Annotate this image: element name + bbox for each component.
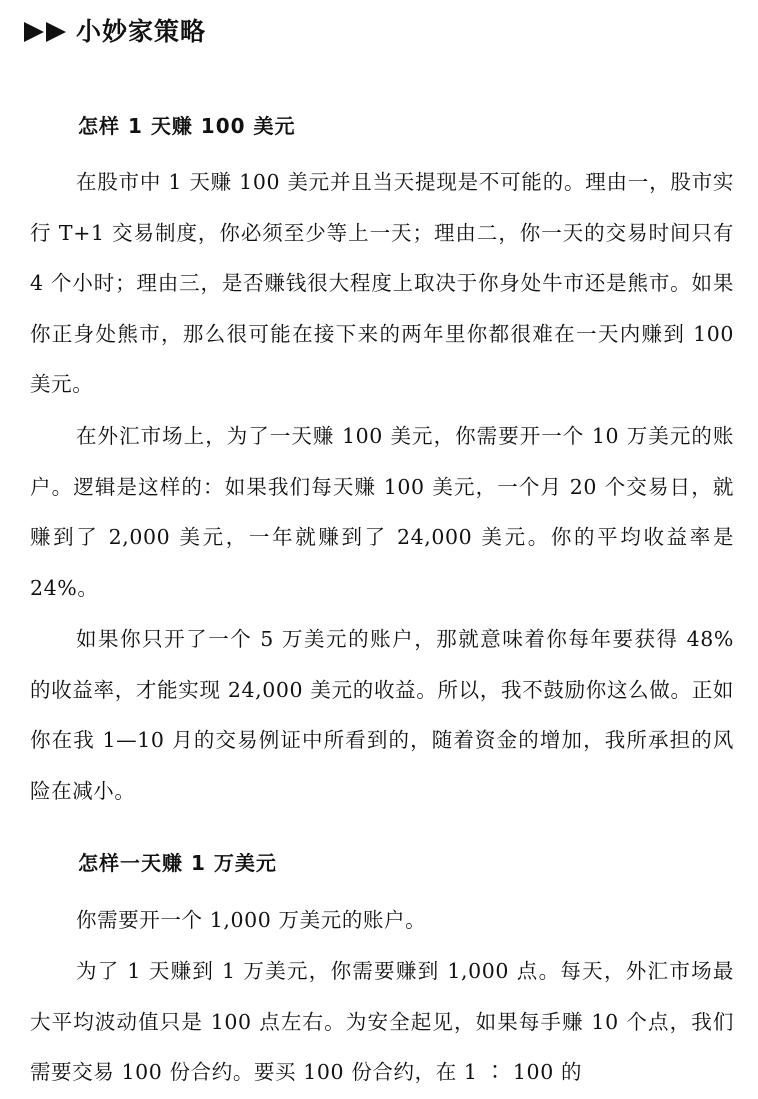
paragraph-2-1: 你需要开一个 1,000 万美元的账户。	[76, 908, 427, 932]
paragraph-2-2: 为了 1 天赚到 1 万美元，你需要赚到 1,000 点。每天，外汇市场最大平均波动值只是 100 点左右。为安全起见，如果每手赚 10 个点，我们需要交易 100 份合约。要买 100 份合约，在 1 ∶ 100 的	[30, 959, 734, 1084]
header-title: 小妙家策略	[76, 17, 207, 46]
paragraph-1-3: 如果你只开了一个 5 万美元的账户，那就意味着你每年要获得 48% 的收益率，才能实现 24,000 美元的收益。所以，我不鼓励你这么做。正如你在我 1—10 月的交易例证中所看到的，随着资金的增加，我所承担的风险在减小。	[30, 627, 734, 803]
section-heading-1: 怎样 1 天赚 100 美元	[78, 114, 296, 138]
section-heading-2: 怎样一天赚 1 万美元	[78, 851, 277, 875]
paragraph-1-2: 在外汇市场上，为了一天赚 100 美元，你需要开一个 10 万美元的账户。逻辑是这样的：如果我们每天赚 100 美元，一个月 20 个交易日，就赚到了 2,000 美元，一年就赚到了 24,000 美元。你的平均收益率是 24%。	[30, 424, 734, 600]
double-play-arrow-icon	[22, 19, 70, 45]
paragraph-1-1: 在股市中 1 天赚 100 美元并且当天提现是不可能的。理由一，股市实行 T+1 交易制度，你必须至少等上一天；理由二，你一天的交易时间只有 4 个小时；理由三，是否赚钱很大程度上取决于你身处牛市还是熊市。如果你正身处熊市，那么很可能在接下来的两年里你都很难在一天内赚到 100 美元。	[30, 170, 734, 396]
page-header	[22, 10, 206, 54]
